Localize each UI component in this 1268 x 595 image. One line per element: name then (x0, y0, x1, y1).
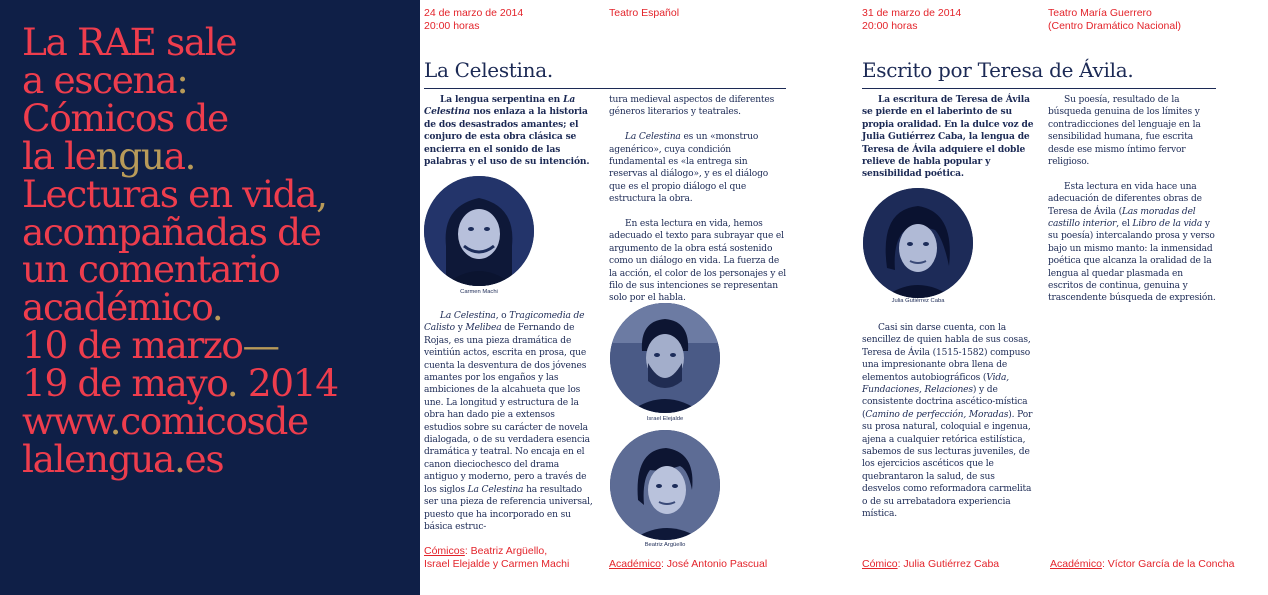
headline-text: a (163, 133, 185, 178)
event2-column-1 (862, 94, 1034, 193)
caption-julia-gutierrez-caba: Julia Gutiérrez Caba (891, 298, 945, 304)
event2-venue-name: Teatro María Guerrero (1048, 7, 1152, 19)
headline-text: es (184, 436, 224, 481)
italic-text: La Celestina (625, 132, 681, 143)
event1-date: 24 de marzo de 2014 (424, 7, 524, 19)
event2-body-paragraph (862, 322, 1034, 521)
comicos-label: Cómicos (424, 545, 465, 557)
italic-text: La Celestina (440, 311, 496, 321)
headline-line-10 (22, 361, 417, 406)
event1-column-1 (424, 94, 594, 181)
headline-gold-text: ngu (95, 133, 164, 178)
event1-venue (609, 7, 679, 20)
portrait-israel-elejalde (610, 303, 720, 413)
event1-col2-paragraph-2 (609, 131, 786, 205)
headline-punct: . (184, 133, 196, 178)
event2-comico-credit (862, 558, 999, 571)
event1-lead-text: La lengua serpentina en (440, 94, 564, 105)
portrait-beatriz-arguello (610, 430, 720, 540)
headline-line-5 (22, 171, 417, 216)
headline (22, 20, 417, 481)
event2-academico-credit (1050, 558, 1234, 571)
event2-title: Escrito por Teresa de Ávila. (862, 58, 1134, 82)
portrait-israel-elejalde-image (610, 303, 720, 413)
headline-punct: , (316, 171, 327, 216)
event1-venue-name: Teatro Español (609, 7, 680, 19)
italic-text: Melibea (465, 323, 502, 334)
headline-text: www (22, 399, 110, 444)
headline-punct: . (211, 285, 223, 330)
academico-label: Académico (609, 558, 661, 570)
comicos-line-1 (424, 545, 569, 558)
headline-text: Cómicos de (22, 95, 228, 140)
event1-body-paragraph (424, 310, 594, 533)
headline-text: comicosde (120, 399, 308, 444)
headline-text: 10 de marzo (22, 323, 243, 368)
headline-punct: : (176, 57, 188, 102)
portrait-julia-gutierrez-caba (863, 188, 973, 298)
academico-label: Académico (1050, 558, 1102, 570)
text: Esta lectura en vida hace una adecuación de diferentes obras de Teresa de Ávila ( (1048, 181, 1202, 217)
portrait-beatriz-arguello-image (610, 430, 720, 540)
headline-text: académico (22, 285, 212, 330)
headline-text: lalengua (22, 436, 175, 481)
headline-text: Lecturas en vida (22, 171, 317, 216)
headline-line-2 (22, 57, 417, 102)
headline-line-8 (22, 285, 417, 330)
event1-column-1-body (424, 310, 594, 546)
text: Casi sin darse cuenta, con la sencillez de quien habla de sus cosas, Teresa de Ávila (1515-1582) compuso una impresionante obra llena de elementos autobiográficos ( (862, 323, 1031, 383)
caption-israel-elejalde: Israel Elejalde (646, 416, 684, 422)
headline-text: la le (22, 133, 96, 178)
headline-text: un comentario (22, 247, 280, 292)
event1-col2-paragraph-1: tura medieval aspectos de diferentes géneros literarios y teatrales. (609, 95, 775, 118)
academico-name: : José Antonio Pascual (660, 558, 768, 570)
caption-carmen-machi: Carmen Machi (460, 289, 498, 295)
text: ha resultado ser una pieza de referencia universal, puesto que ha incorporado en su básica estruc- (424, 484, 593, 532)
event1-lead-text-rest: nos enlaza a la historia de dos desastrados amantes; el conjuro de esta obra clásica se encierra en el sonido de las palabras y el uso de su intención. (424, 106, 590, 168)
italic-text: Tragicomedia de Calisto (424, 311, 585, 334)
portrait-carmen-machi-image (424, 176, 534, 286)
event2-col2-paragraph-2 (1048, 181, 1216, 305)
italic-text: Libro de la vida (1132, 219, 1203, 230)
text: y (454, 323, 466, 334)
event1-academico-credit (609, 558, 767, 571)
italic-text: La Celestina (467, 484, 524, 495)
event2-title-rule (862, 88, 1216, 89)
headline-punct: — (242, 323, 279, 368)
headline-line-9 (22, 323, 417, 368)
event2-venue (1048, 7, 1181, 33)
headline-punct: . (109, 399, 121, 444)
event2-col2-paragraph-1: Su poesía, resultado de la búsqueda genuina de los límites y contradicciones del lenguaje en la sensibilidad humana, fue escrita desde ese mismo íntimo fervor religioso. (1048, 95, 1201, 168)
italic-text: Vida, Fundaciones, Relaciones (862, 372, 1010, 396)
portrait-julia-gutierrez-caba-image (863, 188, 973, 298)
headline-line-12 (22, 436, 417, 481)
headline-punct: . (174, 436, 185, 481)
headline-line-4 (22, 133, 417, 178)
event1-comicos-credit (424, 545, 569, 571)
portrait-carmen-machi (424, 176, 534, 286)
text: ). Por su prosa natural, coloquial e ingenua, ajena a cualquier retórica estilística, sabemos de sus lecturas juveniles, de los ejercicios ascéticos que le quebrantaron la salud, de sus desvelos como reformadora carmelita o de su arrebatadora experiencia mística. (862, 409, 1033, 520)
event1-lead-italic: La Celestina (424, 94, 576, 118)
headline-line-6 (22, 209, 417, 254)
headline-line-1 (22, 20, 417, 64)
headline-punct: . (226, 361, 238, 406)
academico-name: : Víctor García de la Concha (1101, 558, 1235, 570)
headline-line-3 (22, 95, 417, 140)
event2-column-1-body (862, 322, 1034, 533)
headline-text: a escena (22, 57, 177, 102)
left-poster-panel (0, 0, 420, 595)
headline-text: 2014 (237, 361, 338, 406)
comico-label: Cómico (862, 558, 898, 570)
caption-beatriz-arguello: Beatriz Argüello (644, 542, 686, 548)
text: ) y de consistente doctrina ascético-mística ( (862, 385, 1028, 420)
event1-col2-paragraph-3: En esta lectura en vida, hemos adecuado el texto para subrayar que el argumento de la obra está sostenido como un diálogo en vida. La fuerza de la acción, el color de los personajes y el filo de sus intenciones se representan solo por el habla. (609, 219, 787, 304)
event1-time: 20:00 horas (424, 20, 480, 32)
text: es un «monstruo agenérico», cuya condición fundamental es «la entrega sin reservas al diálogo», y es el diálogo que es el propio diálogo el que estructura la obra. (609, 132, 769, 205)
text: y su poesía) intercalando prosa y verso bajo un mismo manto: la inmensidad poética que alcanza la oralidad de la lengua al quedar plasmada en escritos de continua, genuina y trascendente búsqueda de expresión. (1048, 219, 1216, 304)
event1-title-rule (424, 88, 786, 89)
headline-line-11 (22, 399, 417, 444)
event2-venue-subtitle: (Centro Dramático Nacional) (1048, 20, 1182, 32)
comico-name: : Julia Gutiérrez Caba (897, 558, 1000, 570)
event2-datetime (862, 7, 961, 33)
comicos-names: : Beatriz Argüello, (464, 545, 548, 557)
headline-line-7 (22, 247, 417, 292)
italic-text: Las moradas del castillo interior (1048, 206, 1196, 230)
event2-time: 20:00 horas (862, 20, 918, 32)
event1-column-2 (609, 94, 786, 317)
event1-lead (424, 94, 594, 168)
event2-date: 31 de marzo de 2014 (862, 7, 962, 19)
comicos-names-line-2: Israel Elejalde y Carmen Machi (424, 558, 570, 570)
italic-text: Camino de perfección, Moradas (865, 409, 1009, 420)
event2-lead: La escritura de Teresa de Ávila se pierde en el laberinto de su propia oralidad. En la dulce voz de Julia Gutiérrez Caba, la lengua de Teresa de Ávila adquiere el doble relieve de habla popular y sensibilidad poética. (862, 94, 1034, 180)
event2-column-2 (1048, 94, 1216, 317)
headline-text: 19 de mayo (22, 361, 227, 406)
event1-title: La Celestina. (424, 58, 553, 82)
text: , el (1116, 219, 1133, 230)
text: de Fernando de Rojas, es una pieza dramática de veintiún actos, escrita en prosa, que cuenta la desventura de dos jóvenes amantes por los engaños y las ambiciones de la alcahueta que los une. La longitud y estructura de la obra han dado pie a extensos estudios sobre su carácter de novela dialogada, o de su verdadera esencia dramática y teatral. No encaja en el canon dieciochesco del drama antiguo y moderno, pero a través de los siglos (424, 323, 590, 495)
text: , o (495, 311, 510, 321)
headline-text: acompañadas de (22, 209, 321, 254)
event1-datetime (424, 7, 523, 33)
headline-text: La RAE sale (22, 20, 237, 64)
